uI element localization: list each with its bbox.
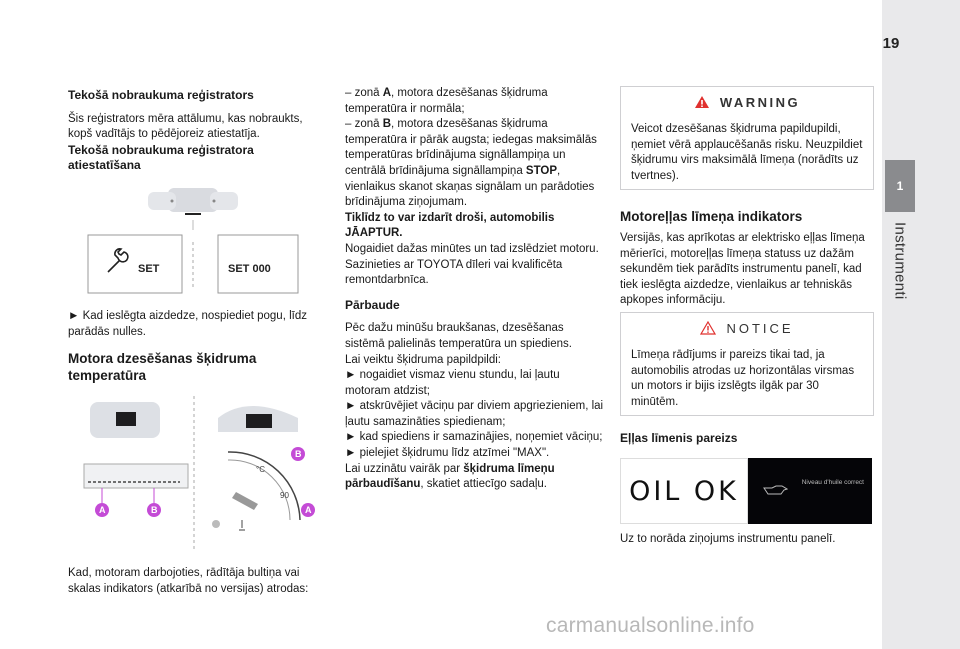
dial-label-a: A — [305, 505, 312, 515]
set-label-right: SET 000 — [228, 263, 271, 275]
oil-caption-block — [620, 532, 876, 548]
set-label-left: SET — [138, 263, 160, 275]
coolant-intro — [68, 566, 326, 597]
oil-ok-screen — [748, 458, 872, 524]
refill-step-3: ► kad spiediens ir samazinājies, noņemiet vāciņu; — [345, 431, 603, 444]
coolant-intro-text: Kad, motoram darbojoties, rādītāja bultiņa vai skalas indikators (atkarībā no versijas) atrodas: — [68, 567, 309, 595]
warning-title: WARNING — [719, 94, 801, 110]
zone-b-text: – zonā B, motora dzesēšanas šķidruma temperatūra ir pārāk augsta; iedegas maksimālās temperatūras brīdinājuma signāllampiņa un centrālā brīdinājuma signāllampiņa STOP, vienlaikus skanot skaņas signālam un parādoties brīdinājuma ziņojumam. — [345, 118, 597, 209]
trip-meter-text: Šis reģistrators mēra attālumu, kas nobraukts, kopš vadītājs to pēdējoreiz atiestatīja. — [68, 112, 303, 141]
gauge-90: 90 — [280, 491, 289, 500]
oil-ok-small-text: Niveau d'huile correct — [801, 479, 864, 486]
notice-body: Līmeņa rādījums ir pareizs tikai tad, ja automobilis atrodas uz horizontālas virsmas un motors ir bijis izslēgts ilgāk par 30 minūtēm. — [631, 349, 855, 408]
oil-can-icon — [762, 482, 788, 496]
oil-ok-display — [620, 458, 872, 524]
check-text: Pēc dažu minūšu braukšanas, dzesēšanas sistēmā palielinās temperatūra un spiediens. — [345, 322, 572, 350]
contact-text: Sazinieties ar TOYOTA dīleri vai kvalificēta remontdarbnīca. — [345, 258, 563, 287]
heading-trip-meter: Tekošā nobraukuma reģistrators — [68, 88, 254, 102]
heading-trip-reset: Tekošā nobraukuma reģistratora atiestatīšana — [68, 142, 254, 173]
oil-section — [620, 208, 876, 309]
zone-label-a: A — [99, 505, 106, 515]
gauge-unit: °C — [256, 465, 265, 474]
page-number: 19 — [882, 35, 900, 52]
refill-step-1: ► nogaidiet vismaz vienu stundu, lai ļautu motoram atdzist; — [345, 369, 560, 397]
refill-step-2: ► atskrūvējiet vāciņu par diviem apgriezieniem, lai ļautu samazināties spiedienam; — [345, 400, 604, 428]
warning-triangle-icon — [694, 95, 710, 109]
reset-instruction: ► Kad ieslēgta aizdedze, nospiediet pogu, līdz parādās nulles. — [68, 310, 307, 338]
heading-oil-ok: Eļļas līmenis pareizs — [620, 431, 738, 445]
zone-a-text: – zonā A, motora dzesēšanas šķidruma temperatūra ir normāla; — [345, 87, 548, 115]
warning-body: Veicot dzesēšanas šķidruma papildupildi, ņemiet vērā applaucēšanās risku. Neuzpildiet šķidrumu virs maksimālā līmeņa (norādīts uz tvertnes). — [631, 123, 863, 182]
warning-box — [620, 86, 874, 190]
dial-label-b: B — [295, 449, 302, 459]
notice-header — [621, 313, 873, 343]
middle-column — [345, 86, 605, 493]
watermark: carmanualsonline.info — [546, 614, 755, 637]
oil-ok-text: OIL OK — [620, 458, 748, 524]
coolant-gauge-illustration — [68, 392, 320, 554]
oil-level-text: Versijās, kas aprīkotas ar elektrisko eļļas līmeņa mērierīci, motoreļļas līmeņa statuss uz dažām sekundēm tiek parādīts instrumentu panelī, kad tiek ieslēgta aizdedze, vienlaikus ar tehniskās apkopes informāciju. — [620, 232, 865, 307]
trip-reset-illustration — [68, 180, 320, 300]
chapter-tab[interactable]: 1 — [885, 160, 915, 212]
oil-caption: Uz to norāda ziņojums instrumentu panelī. — [620, 533, 836, 545]
left-column — [68, 88, 320, 174]
thermometer-icon — [239, 520, 245, 530]
reset-instruction-block — [68, 309, 320, 384]
zone-label-b: B — [151, 505, 158, 515]
warning-header — [621, 87, 873, 117]
heading-coolant-temp: Motora dzesēšanas šķidruma temperatūra — [68, 351, 257, 384]
notice-triangle-icon — [700, 321, 716, 335]
heading-oil-level: Motoreļļas līmeņa indikators — [620, 209, 803, 224]
wait-text: Nogaidiet dažas minūtes un tad izslēdziet motoru. — [345, 242, 599, 255]
section-title: Instrumenti — [891, 222, 909, 300]
notice-title: NOTICE — [726, 320, 794, 336]
heading-check: Pārbaude — [345, 297, 400, 312]
oil-ok-heading-block — [620, 431, 876, 447]
notice-box — [620, 312, 874, 416]
more-info-text: Lai uzzinātu vairāk par šķidruma līmeņu pārbaudīšanu, skatiet attiecīgo sadaļu. — [345, 462, 555, 491]
refill-intro: Lai veiktu šķidruma papildpildi: — [345, 353, 501, 366]
stop-warning: Tiklīdz to var izdarīt droši, automobilis JĀAPTUR. — [345, 211, 555, 240]
refill-step-4: ► pielejiet šķidrumu līdz atzīmei "MAX". — [345, 447, 550, 460]
